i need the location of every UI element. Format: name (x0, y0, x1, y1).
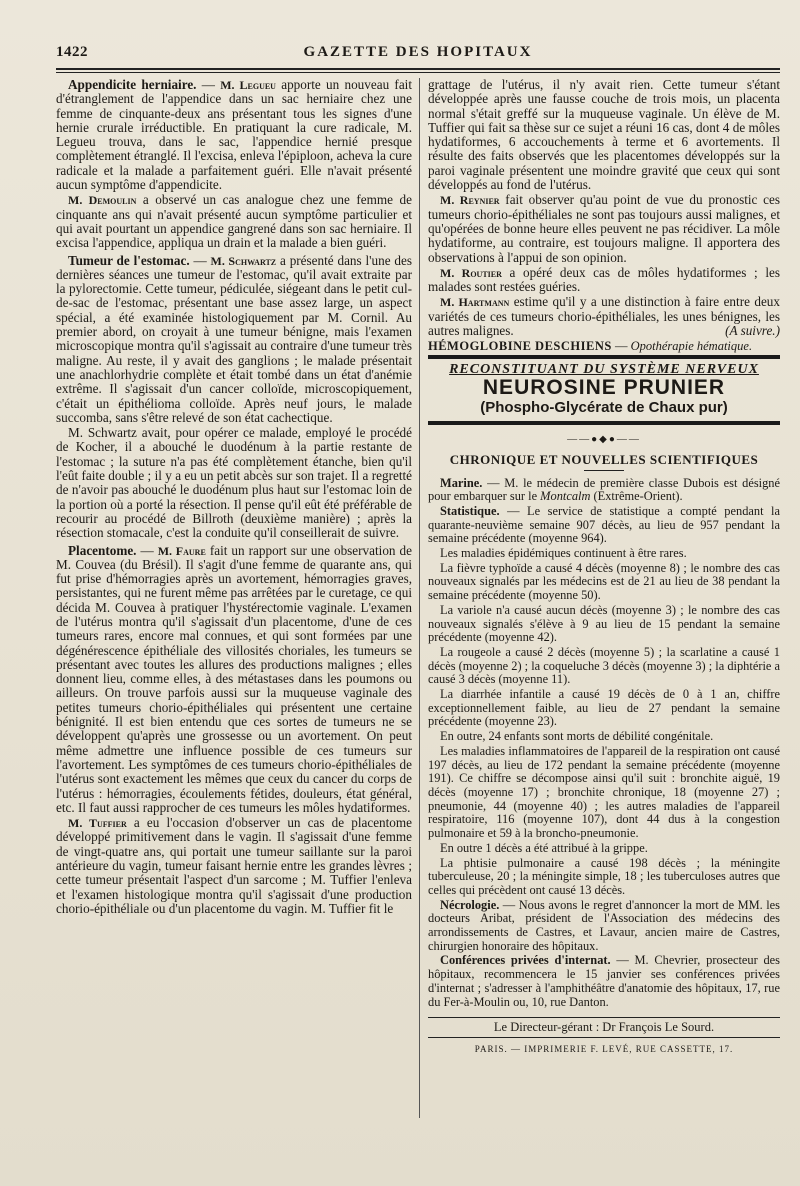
hemoglobine-tagline: Opothérapie hématique. (630, 339, 753, 354)
paragraph-tuffier-cont: grattage de l'utérus, il n'y avait rien. Cette tumeur s'étant développée après une fausse couche de trois mois, un placenta normal s'était greffé sur la muqueuse vaginale. Un élève de M. Tuffier qui fait sa thèse sur ce sujet a réuni 16 cas, dont 4 de môles hydatiformes, 6 accouchements à terme et 6 avortements. Il résulte des faits observés que les placentomes développés sur la paroi vaginale présentent une moindre gravité que ceux qui sont développés au fond de l'utérus. (428, 77, 780, 193)
ship-name: Montcalm (540, 489, 591, 504)
author-reynier: M. Reynier (440, 193, 500, 208)
stat-phtisie: La phtisie pulmonaire a causé 198 décès ; la méningite tuberculeuse, 20 ; la méningite simple, 18 ; les tuberculoses autres que celles qui précèdent ont causé 13 décès. (428, 855, 780, 897)
author-tuffier: M. Tuffier (68, 816, 127, 831)
section-title-chronique: CHRONIQUE ET NOUVELLES SCIENTIFIQUES (449, 452, 759, 468)
page-number: 1422 (56, 44, 88, 60)
paragraph-appendicite: Appendicite herniaire. — M. Legueu apporte un nouveau fait d'étranglement de l'appendice dans un sac herniaire chez une femme de cinquante-deux ans présentant tous les signes d'une hernie crurale irréductible. En pratiquant la cure radicale, M. Legueu trouva, dans le sac, l'appendice hernié presque complètement étranglé. Il l'excisa, enleva l'épiploon, acheva la cure radicale et la malade a parfaitement guéri. Elle n'avait présenté aucun symptôme d'appendicite. (56, 77, 413, 193)
author-routier: M. Routier (440, 265, 502, 280)
stat-epidemiques: Les maladies épidémiques continuent à être rares. (440, 546, 687, 561)
stat-diarrhee: La diarrhée infantile a causé 19 décès de 0 à 1 an, chiffre exceptionnellement faible, au lieu de 27 pendant la semaine précédente (moyenne 23). (428, 687, 780, 729)
paragraph-tumeur-estomac: Tumeur de l'estomac. — M. Schwartz a présenté dans l'une des dernières séances une tumeur de l'estomac, qu'il avait extraite par la pylorectomie. Cette tumeur, pédiculée, siégeant dans le petit cul-de-sac de l'estomac, présentant une base assez large, un aspect spécial, a été examinée histologiquement par M. Cornil. Au premier abord, on croyait à une tumeur bénigne, mais l'examen microscopique montra qu'il s'agissait au contraire d'une tumeur très maligne. Au reste, il y avait des ganglions ; le malade présentait une anachlorhydrie complète et était tombé dans un état d'anémie extrême. Il s'agissait d'un cancer colloïde, microscopiquement, c'était un épithélioma colloïde. Après neuf jours, le malade succomba, sans s'être relevé de son état cachectique. (56, 252, 413, 425)
to-be-continued: (A suivre.) (725, 323, 780, 339)
paragraph-schwartz-procede: M. Schwartz avait, pour opérer ce malade, employé le procédé de Kocher, il a abouché le duodénum à la partie restante de l'estomac ; la suture n'a pas été complètement étanche, bien qu'il l'eût faite double ; il y a eu un petit abcès sur son trajet. Il a regretté de n'avoir pas abouché le duodénum plus haut sur l'estomac loin de la portion où a porté la résection. Il pense qu'il eût été préférable de recourir au procédé de Billroth (deuxième manière) ; après la résection stomacale, c'est la conduite qu'il conseillerait de suivre. (56, 425, 412, 541)
author-legueu: M. Legueu (220, 78, 276, 92)
rubric-appendicite: Appendicite herniaire. (68, 77, 197, 92)
paragraph-reynier: M. Reynier fait observer qu'au point de vue du pronostic ces tumeurs chorio-épithéliales ne sont pas toujours aussi malignes, et qu'opérées de bonne heure elles peuvent ne pas récidiver. La môle hydatiforme, au contraire, est toujours maligne. Il apportera des observations à l'appui de son opinion. (428, 192, 780, 265)
paragraph-placentome: Placentome. — M. Faure fait un rapport sur une observation de M. Couvea (du Brésil). Il s'agit d'une femme de quarante ans, qui fut prise d'hémorragies après un avortement, hémorragies graves, persistantes, qui ne furent même pas arrêtées par le curetage, ce qui décida M. Couvea à pratiquer l'hystérectomie vaginale. L'examen de l'utérus montra qu'il s'agissait d'un placentome, d'une de ces tumeurs rares, encore mal connues, et qui sont formées par une dégénérescence épithéliale des villosités choriales, les tumeurs se présentant avec toutes les allures des productions malignes ; elles donnent lieu, comme elles, à des métastases dans les poumons ou ailleurs. On trouve parfois aussi sur la muqueuse vaginale des petites tumeurs chorio-épithéliales qui présentent une certaine bénignité. Il est bien entendu que ces sortes de tumeurs ne se développent qu'après une grossesse ou un avortement. On peut même admettre une influence possible de ces tumeurs sur l'avortement. Les symptômes de ces tumeurs chorio-épithéliales de l'utérus sont exactement les mêmes que ceux du cancer du corps de l'utérus : hémorragies, écoulements fétides, douleurs, état général, etc. Il faut aussi rapprocher de ces tumeurs les môles hydatiformes. (56, 542, 412, 815)
header-rule-thin (56, 72, 780, 73)
hemoglobine-brand: HÉMOGLOBINE DESCHIENS (428, 339, 612, 354)
rubric-conferences: Conférences privées d'internat. (440, 953, 611, 968)
section-short-rule (584, 470, 624, 471)
left-column (56, 78, 412, 917)
rubric-tumeur-estomac: Tumeur de l'estomac. (68, 252, 190, 268)
advert-hemoglobine: HÉMOGLOBINE DESCHIENS — Opothérapie hématique. (428, 339, 753, 354)
advert-neurosine-subtitle: (Phospho-Glycérate de Chaux pur) (480, 398, 728, 416)
right-column (428, 78, 780, 1056)
stat-rougeole: La rougeole a causé 2 décès (moyenne 5) ; la scarlatine a causé 1 décès (moyenne 2) ; la coqueluche 3 décès (moyenne 3) ; la diphtérie a causé 3 décès (moyenne 11). (428, 644, 780, 687)
paragraph-conferences: Conférences privées d'internat. — M. Chevrier, prosecteur des hôpitaux, recommencera le 15 janvier ses conférences privées d'internat ; s'adresser à l'amphithéâtre d'anatomie des hôpitaux, 17, rue du Fer-à-Moulin ou, 10, rue Danton. (428, 953, 781, 1009)
paragraph-routier: M. Routier a opéré deux cas de môles hydatiformes ; les malades sont restées guéries. (428, 264, 780, 295)
paragraph-demoulin: M. Demoulin a observé un cas analogue chez une femme de cinquante ans qui n'avait présenté aucun symptôme particulier et qui avait pourtant un appendice gangrené dans son sac herniaire. Il excisa l'appendice, appliqua un drain et la malade a bien guéri. (56, 192, 412, 251)
author-demoulin: M. Demoulin (68, 193, 137, 208)
advert-neurosine-brand: NEUROSINE PRUNIER (482, 375, 726, 399)
paragraph-necrologie: Nécrologie. — Nous avons le regret d'annoncer la mort de MM. les docteurs Aribat, président de l'Association des médecins des arrondissements de Castres, et Lavaur, ancien maire de Castres, chirurgien honoraire des hôpitaux. (428, 897, 780, 953)
printer-imprint: PARIS. — IMPRIMERIE F. LEVÉ, RUE CASSETTE, 17. (474, 1043, 734, 1054)
author-faure: M. Faure (157, 543, 206, 558)
stat-grippe: En outre 1 décès a été attribué à la grippe. (440, 840, 648, 855)
column-divider (419, 78, 420, 1118)
chronique-body (428, 477, 780, 1010)
paragraph-hartmann: M. Hartmann estime qu'il y a une distinction à faire entre deux variétés de ces tumeurs chorio-épithéliales, les unes bénignes, les autres malignes. (A suivre.) (428, 294, 780, 339)
journal-title: GAZETTE DES HOPITAUX (303, 44, 533, 60)
author-schwartz: M. Schwartz (210, 253, 277, 268)
stat-respiration: Les maladies inflammatoires de l'appareil de la respiration ont causé 197 décès, au lieu de 172 pendant la semaine précédente (moyenne 191). Ce chiffre se décompose ainsi qu'il suit : bronchite aiguë, 19 décès (moyenne 17) ; bronchite chronique, 18 (moyenne 27) ; pneumonie, 44 (moyenne 40) ; les autres maladies de l'appareil respiratoire, 116 (moyenne 107), dont 44 dus à la congestion pulmonaire et 59 à la broncho-pneumonie. (428, 743, 780, 841)
header-rule (56, 68, 780, 70)
rubric-necrologie: Nécrologie. (440, 897, 500, 912)
stat-debilite: En outre, 24 enfants sont morts de débilité congénitale. (440, 729, 714, 744)
paragraph-tuffier: M. Tuffier a eu l'occasion d'observer un cas de placentome développé primitivement dans le vagin. Il s'agissait d'une femme de vingt-quatre ans, qui portait une tumeur saillante sur la paroi antérieure du vagin, tumeur faisant hernie entre les grandes lèvres ; cette tumeur présentait l'aspect d'un sarcome ; M. Tuffier l'enleva et l'examen histologique montra qu'il s'agissait d'une production chorio-épithéliale ou d'un placentome du vagin. M. Tuffier fit le (56, 815, 413, 916)
rubric-statistique: Statistique. (440, 503, 500, 518)
rubric-marine: Marine. (440, 475, 483, 490)
paragraph-marine: Marine. — M. le médecin de première classe Dubois est désigné pour embarquer sur le Montcalm (Extrême-Orient). (428, 475, 780, 504)
stat-typhoide: La fièvre typhoïde a causé 4 décès (moyenne 8) ; le nombre des cas nouveaux signalés par les médecins est de 21 au lieu de 38 pendant la semaine précédente (moyenne 50). (428, 560, 780, 603)
advert-neurosine-kicker: RECONSTITUANT DU SYSTÈME NERVEUX (449, 361, 759, 377)
author-hartmann: M. Hartmann (440, 295, 510, 310)
paragraph-statistique: Statistique. — Le service de statistique a compté pendant la quarante-neuvième semaine 907 décès, au lieu de 957 pendant la semaine précédente (moyenne 964). (428, 503, 780, 546)
page-header (56, 40, 780, 70)
director-signature: Le Directeur-gérant : Dr François Le Sourd. (428, 1017, 780, 1037)
stat-variole: La variole n'a causé aucun décès (moyenne 3) ; le nombre des cas nouveaux signalés s'élève à 9 au lieu de 15 pendant la semaine précédente (moyenne 42). (428, 602, 780, 645)
rubric-placentome: Placentome. (68, 542, 137, 558)
advert-neurosine (428, 355, 780, 425)
ornament-divider: ——●◆●—— (567, 433, 641, 445)
